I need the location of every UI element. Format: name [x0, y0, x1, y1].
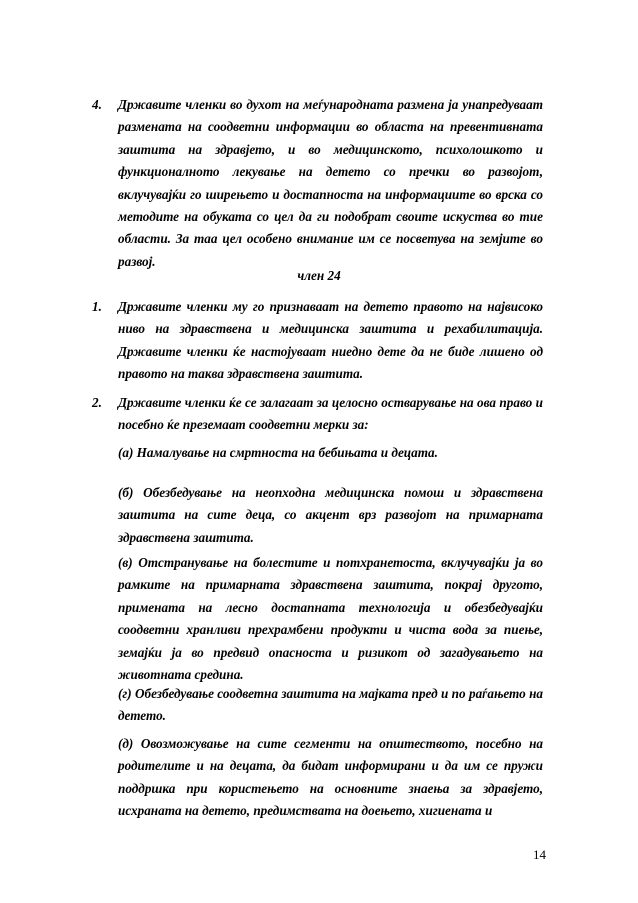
subitem-a: (а) Намалување на смртноста на бебињата и децата.	[118, 445, 438, 460]
paragraph-item-2: Државите членки ќе се залагаат за целосно остварување на ова право и посебно ќе преземаат соодветни мерки за:	[118, 395, 543, 433]
item-number: 1.	[92, 299, 102, 314]
subitem-d: (д) Овозможување на сите сегменти на општеството, посебно на родителите и на децата, да бидат информирани и да им се пружи поддршка при користењето на основните знаења за здравјето, исхраната на детето, предимствата на доењето, хигиената и	[118, 736, 543, 819]
item-number: 4.	[92, 97, 102, 112]
subitem-c: (в) Отстранување на болестите и потхранетоста, вклучувајќи ја во рамките на примарната здравствена заштита, покрај другото, примената на лесно достапната технологија и обезбедувајќи соодветни хранливи прехрамбени продукти и чиста вода за пиење, земајќи ја во предвид опасноста и ризикот од загадувањето на животната средина.	[118, 555, 543, 683]
page-number: 14	[533, 847, 546, 862]
paragraph-item-1: Државите членки му го признаваат на детето правото на највисоко ниво на здравствена и медицинска заштита и рехабилитација. Државите членки ќе настојуваат ниедно дете да не биде лишено од правото на таква здравствена заштита.	[118, 299, 543, 382]
subitem-b: (б) Обезбедување на неопходна медицинска помош и здравствена заштита на сите деца, со акцент врз развојот на примарната здравствена заштита.	[118, 485, 543, 545]
article-heading: член 24	[297, 268, 341, 283]
subitem-g: (г) Обезбедување соодветна заштита на мајката пред и по раѓањето на детето.	[118, 686, 543, 724]
paragraph-item-4: Државите членки во духот на меѓународната размена ја унапредуваат размената на соодветни информации во областа на превентивната заштита на здравјето, и во медицинското, психолошкото и функционалното лекување на детето со пречки во развојот, вклучувајќи го ширењето и достапноста на информациите во врска со методите на обуката со цел да ги подобрат своите искуства во тие области. За таа цел особено внимание им се посветува на земјите во развој.	[118, 97, 543, 269]
item-number: 2.	[92, 395, 102, 410]
